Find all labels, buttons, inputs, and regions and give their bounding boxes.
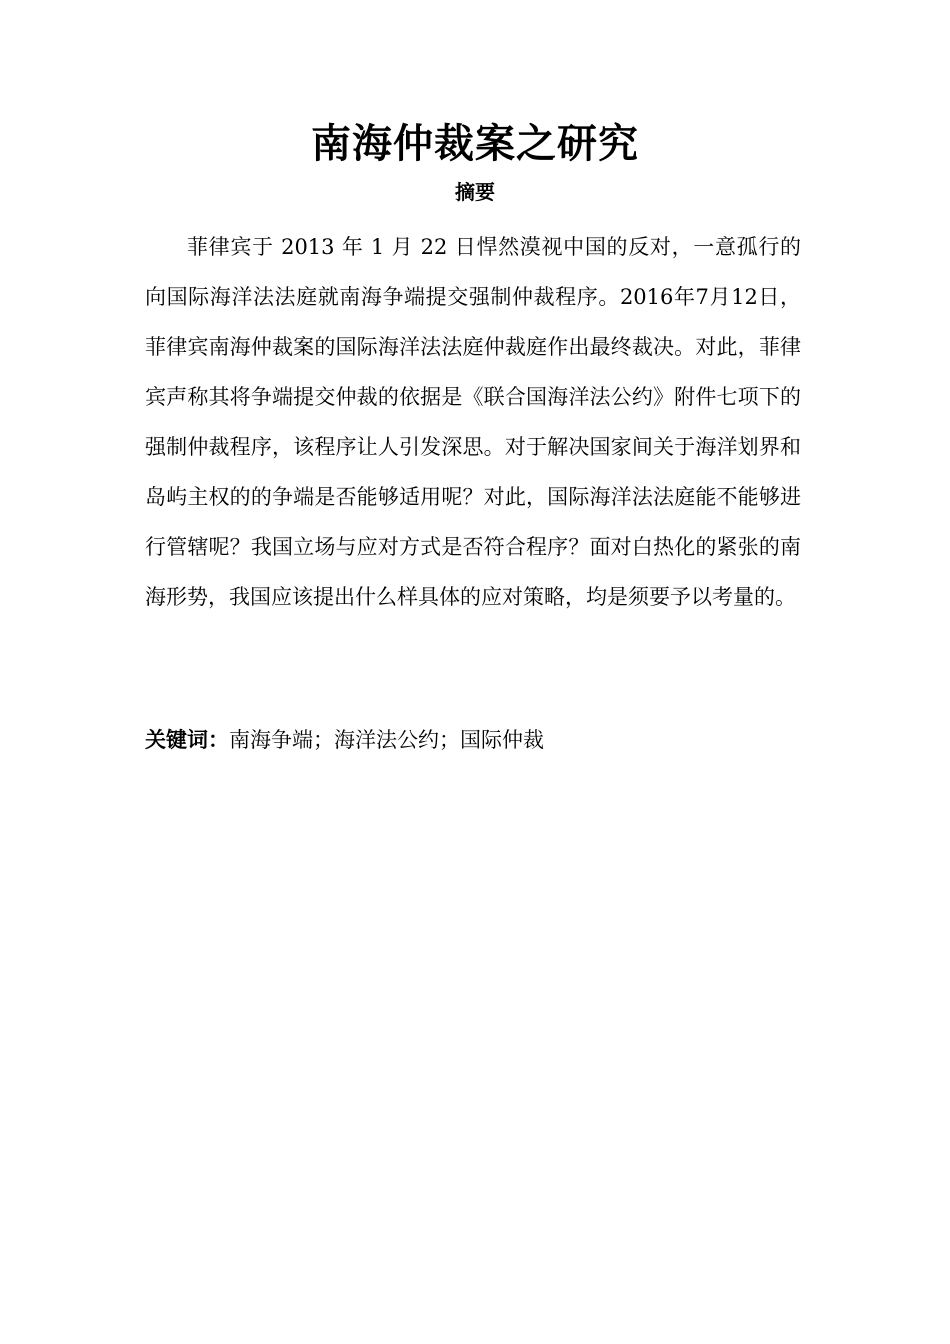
keywords-value: 南海争端；海洋法公约；国际仲裁 [229, 728, 544, 752]
keywords-line [145, 720, 801, 760]
abstract-heading: 摘要 [455, 180, 495, 204]
document-title: 南海仲裁案之研究 [311, 121, 639, 167]
abstract-body: 菲律宾于 2013 年 1 月 22 日悍然漠视中国的反对，一意孤行的向国际海洋法法庭就南海争端提交强制仲裁程序。2016年7月12日，菲律宾南海仲裁案的国际海洋法法庭仲裁庭作出最终裁决。对此，菲律宾声称其将争端提交仲裁的依据是《联合国海洋法公约》附件七项下的强制仲裁程序，该程序让人引发深思。对于解决国家间关于海洋划界和岛屿主权的的争端是否能够适用呢？对此，国际海洋法法庭能不能够进行管辖呢？我国立场与应对方式是否符合程序？面对白热化的紧张的南海形势，我国应该提出什么样具体的应对策略，均是须要予以考量的。 [145, 235, 801, 609]
keywords-label: 关键词： [145, 728, 229, 752]
